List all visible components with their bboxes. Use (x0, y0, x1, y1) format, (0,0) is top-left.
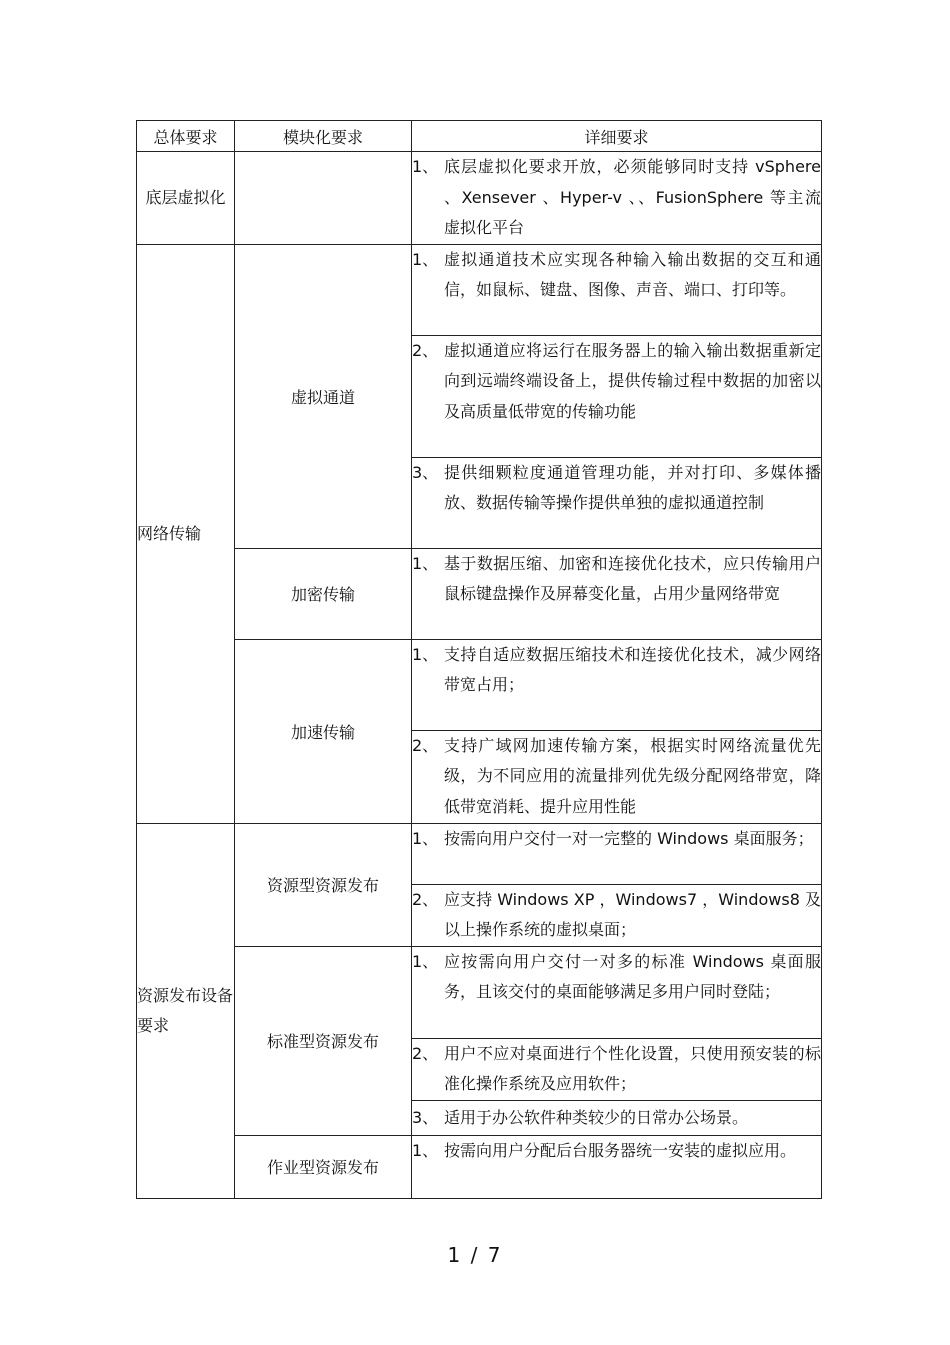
item-number: 2、 (412, 340, 439, 360)
detail-item (412, 1103, 821, 1134)
detail-cell (412, 1100, 822, 1135)
general-requirement: 网络传输 (137, 244, 235, 823)
general-requirement: 底层虚拟化 (137, 152, 235, 245)
item-number: 3、 (412, 1107, 439, 1127)
module-requirement: 作业型资源发布 (235, 1135, 412, 1198)
item-text: 适用于办公软件种类较少的日常办公场景。 (444, 1107, 749, 1127)
item-text: 按需向用户分配后台服务器统一安装的虚拟应用。 (444, 1140, 797, 1160)
item-text: 支持自适应数据压缩技术和连接优化技术，减少网络带宽占用； (444, 644, 821, 694)
detail-cell (412, 946, 822, 1038)
detail-cell (412, 639, 822, 730)
table-row (137, 152, 822, 245)
header-general: 总体要求 (137, 121, 235, 152)
module-requirement: 加速传输 (235, 639, 412, 823)
item-number: 2、 (412, 735, 439, 755)
detail-item (412, 549, 821, 610)
detail-item (412, 640, 821, 701)
detail-item (412, 152, 821, 244)
header-row (137, 121, 822, 152)
table-row (137, 244, 822, 335)
table-row (137, 548, 822, 639)
item-number: 1、 (412, 1140, 439, 1160)
module-requirement (235, 152, 412, 245)
item-text: 应按需向用户交付一对多的标准 Windows 桌面服务，且该交付的桌面能够满足多用户同时登陆； (444, 951, 821, 1001)
detail-cell (412, 823, 822, 884)
detail-cell (412, 730, 822, 823)
page-indicator: 1 / 7 (447, 1243, 503, 1267)
item-text: 虚拟通道技术应实现各种输入输出数据的交互和通信，如鼠标、键盘、图像、声音、端口、打印等。 (444, 249, 821, 299)
general-requirement: 资源发布设备要求 (137, 823, 235, 1198)
detail-cell (412, 244, 822, 335)
item-number: 1、 (412, 828, 439, 848)
item-number: 3、 (412, 462, 439, 482)
detail-cell (412, 884, 822, 946)
requirements-table (136, 120, 822, 1199)
module-requirement: 资源型资源发布 (235, 823, 412, 946)
detail-cell (412, 152, 822, 245)
detail-cell (412, 548, 822, 639)
detail-item (412, 1039, 821, 1100)
module-requirement: 虚拟通道 (235, 244, 412, 548)
detail-item (412, 885, 821, 946)
item-text: 提供细颗粒度通道管理功能，并对打印、多媒体播放、数据传输等操作提供单独的虚拟通道控制 (444, 462, 821, 512)
detail-item (412, 947, 821, 1008)
detail-cell (412, 1038, 822, 1100)
detail-item (412, 245, 821, 306)
detail-cell (412, 1135, 822, 1198)
item-number: 1、 (412, 553, 439, 573)
item-number: 1、 (412, 951, 439, 971)
module-requirement: 加密传输 (235, 548, 412, 639)
table-row (137, 1135, 822, 1198)
table-row (137, 639, 822, 730)
item-text: 基于数据压缩、加密和连接优化技术，应只传输用户鼠标键盘操作及屏幕变化量，占用少量网络带宽 (444, 553, 821, 603)
item-text: 应支持 Windows XP ，Windows7 ，Windows8 及以上操作系统的虚拟桌面； (444, 889, 821, 939)
item-number: 2、 (412, 1043, 439, 1063)
detail-item (412, 458, 821, 519)
header-detail: 详细要求 (412, 121, 822, 152)
header-module: 模块化要求 (235, 121, 412, 152)
item-text: 底层虚拟化要求开放，必须能够同时支持 vSphere 、Xensever 、Hyper-v 、、FusionSphere 等主流虚拟化平台 (444, 157, 821, 237)
item-text: 虚拟通道应将运行在服务器上的输入输出数据重新定向到远端终端设备上，提供传输过程中数据的加密以及高质量低带宽的传输功能 (444, 340, 821, 421)
item-text: 按需向用户交付一对一完整的 Windows 桌面服务； (444, 828, 814, 848)
detail-cell (412, 335, 822, 457)
detail-item (412, 1136, 821, 1167)
item-number: 1、 (412, 644, 439, 664)
item-text: 支持广域网加速传输方案，根据实时网络流量优先级，为不同应用的流量排列优先级分配网络带宽，降低带宽消耗、提升应用性能 (444, 735, 821, 816)
item-text: 用户不应对桌面进行个性化设置，只使用预安装的标准化操作系统及应用软件； (444, 1043, 821, 1093)
item-number: 2、 (412, 889, 439, 909)
module-requirement: 标准型资源发布 (235, 946, 412, 1135)
detail-cell (412, 457, 822, 548)
detail-item (412, 824, 821, 855)
table-row (137, 823, 822, 884)
table-row (137, 946, 822, 1038)
detail-item (412, 336, 821, 428)
item-number: 1、 (412, 157, 439, 176)
detail-item (412, 731, 821, 823)
item-number: 1、 (412, 249, 439, 269)
